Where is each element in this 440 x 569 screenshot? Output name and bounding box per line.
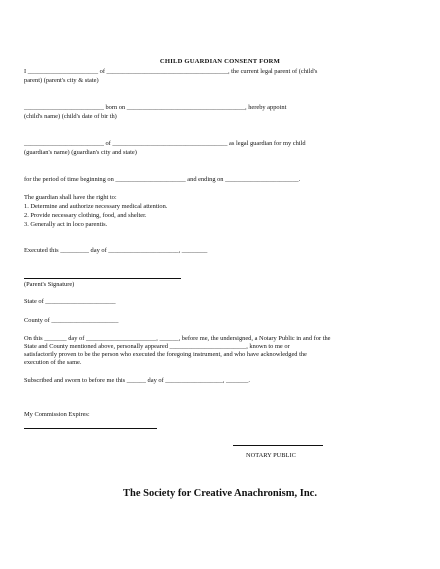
commission-label: My Commission Expires:: [24, 411, 90, 418]
notary-paragraph-line-4: execution of the same.: [24, 359, 82, 366]
parent-caption-line: parent) (parent's city & state): [24, 77, 99, 84]
child-caption-line: (child's name) (child's date of bir th): [24, 113, 117, 120]
notary-paragraph-line-1: On this _______ day of ______________________, ______, before me, the undersigned, a Notary Public in and for the: [24, 335, 331, 342]
parent-signature-line: [24, 278, 181, 279]
guardian-line: _________________________ of ____________________________________ as legal guardian for my child: [24, 140, 306, 147]
right-item-3: 3. Generally act in loco parentis.: [24, 221, 108, 228]
state-line: State of ______________________: [24, 298, 116, 305]
guardian-caption-line: (guardian's name) (guardian's city and state): [24, 149, 137, 156]
subscribed-line: Subscribed and sworn to before me this ______ day of __________________, _______.: [24, 377, 250, 384]
executed-line: Executed this _________ day of ______________________, ________: [24, 247, 208, 254]
commission-date-line: [24, 428, 157, 429]
period-line: for the period of time beginning on ______________________ and ending on _______________________.: [24, 176, 301, 183]
right-item-1: 1. Determine and authorize necessary medical attention.: [24, 203, 168, 210]
organization-name: The Society for Creative Anachronism, Inc.: [123, 488, 317, 499]
form-title: CHILD GUARDIAN CONSENT FORM: [159, 58, 281, 65]
parent-declaration-line: I ______________________ of ______________________________________, the current legal parent of (child's: [24, 68, 318, 75]
right-item-2: 2. Provide necessary clothing, food, and shelter.: [24, 212, 147, 219]
notary-signature-line: [233, 445, 323, 446]
rights-heading: The guardian shall have the right to:: [24, 194, 117, 201]
county-line: County of _____________________: [24, 317, 119, 324]
parent-signature-label: (Parent's Signature): [24, 281, 75, 288]
notary-paragraph-line-3: satisfactorily proven to be the person who executed the foregoing instrument, and who have acknowledged the: [24, 351, 307, 358]
child-line: _________________________ born on _____________________________________, hereby appoint: [24, 104, 287, 111]
notary-public-label: NOTARY PUBLIC: [246, 452, 296, 459]
notary-paragraph-line-2: State and County mentioned above, personally appeared ________________________, known to me or: [24, 343, 290, 350]
